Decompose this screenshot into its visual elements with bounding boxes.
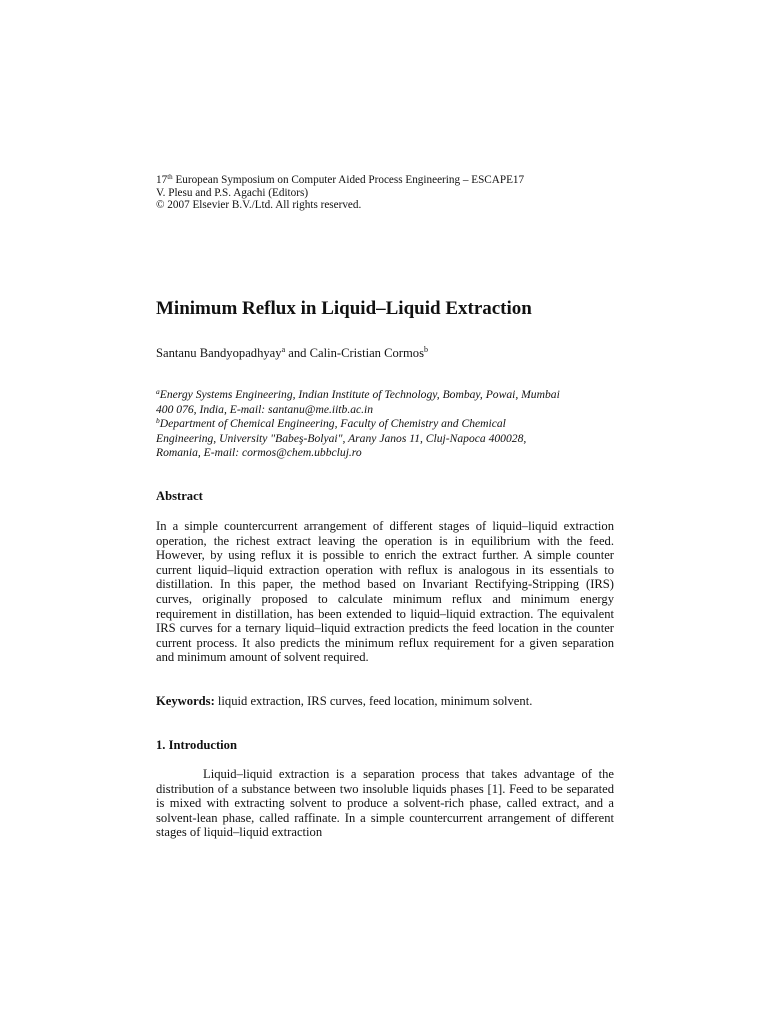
ordinal-suffix: th (167, 173, 173, 181)
symposium-name: European Symposium on Computer Aided Process Engineering – ESCAPE17 (172, 174, 525, 186)
keywords-text: liquid extraction, IRS curves, feed location, minimum solvent. (214, 694, 533, 708)
affiliation-a-line-1: Energy Systems Engineering, Indian Institute of Technology, Bombay, Powai, Mumbai (159, 388, 560, 401)
author-2-affil-mark: b (424, 345, 428, 354)
author-list (156, 346, 614, 361)
affiliation-a (156, 388, 614, 403)
affiliation-b-mark: b (156, 416, 160, 426)
abstract-body: In a simple countercurrent arrangement of different stages of liquid–liquid extraction operation, the richest extract leaving the operation is in equilibrium with the feed. However, by using reflux it is possible to enrich the extract further. A simple counter current liquid–liquid extraction operation with reflux is analogous in its essentials to distillation. In this paper, the method based on Invariant Rectifying-Stripping (IRS) curves, originally proposed to calculate minimum reflux and minimum energy requirement in distillation, has been extended to liquid–liquid extraction. The equivalent IRS curves for a ternary liquid–liquid extraction predicts the feed location in the counter current process. It also predicts the minimum reflux requirement for a given separation and minimum amount of solvent required. (156, 519, 614, 665)
paper-title: Minimum Reflux in Liquid–Liquid Extraction (156, 298, 532, 319)
introduction-heading: 1. Introduction (156, 738, 237, 752)
keywords (156, 694, 614, 709)
editors-line: V. Plesu and P.S. Agachi (Editors) (156, 186, 309, 199)
edition-number: 17 (156, 174, 168, 186)
affiliation-b-line-3: Romania, E-mail: cormos@chem.ubbcluj.ro (156, 446, 362, 460)
affiliation-b (156, 417, 614, 432)
abstract-heading: Abstract (156, 489, 203, 503)
introduction-body: Liquid–liquid extraction is a separation process that takes advantage of the distribution of a substance between two insoluble liquids phases [1]. Feed to be separated is mixed with extracting solvent to produce a solvent-rich phase, called extract, and a solvent-lean phase, called raffinate. In a simple countercurrent arrangement of different stages of liquid–liquid extraction (156, 767, 614, 840)
affiliation-a-line-2: 400 076, India, E-mail: santanu@me.iitb.ac.in (156, 402, 374, 416)
author-1-affil-mark: a (281, 345, 286, 354)
affiliation-a-mark: a (156, 387, 160, 396)
publication-header (156, 174, 614, 212)
copyright-line: © 2007 Elsevier B.V./Ltd. All rights reserved. (156, 199, 362, 212)
keywords-label: Keywords: (156, 694, 215, 708)
symposium-line (156, 174, 614, 187)
author-1: Santanu Bandyopadhyay (156, 346, 282, 360)
affiliation-b-line-2: Engineering, University "Babeş-Bolyai", Arany Janos 11, Cluj-Napoca 400028, (156, 431, 527, 445)
affiliation-b-line-1: Department of Chemical Engineering, Faculty of Chemistry and Chemical (159, 417, 506, 431)
author-2: Calin-Cristian Cormos (309, 346, 424, 360)
affiliations (156, 388, 614, 461)
author-conjunction: and (285, 346, 310, 360)
